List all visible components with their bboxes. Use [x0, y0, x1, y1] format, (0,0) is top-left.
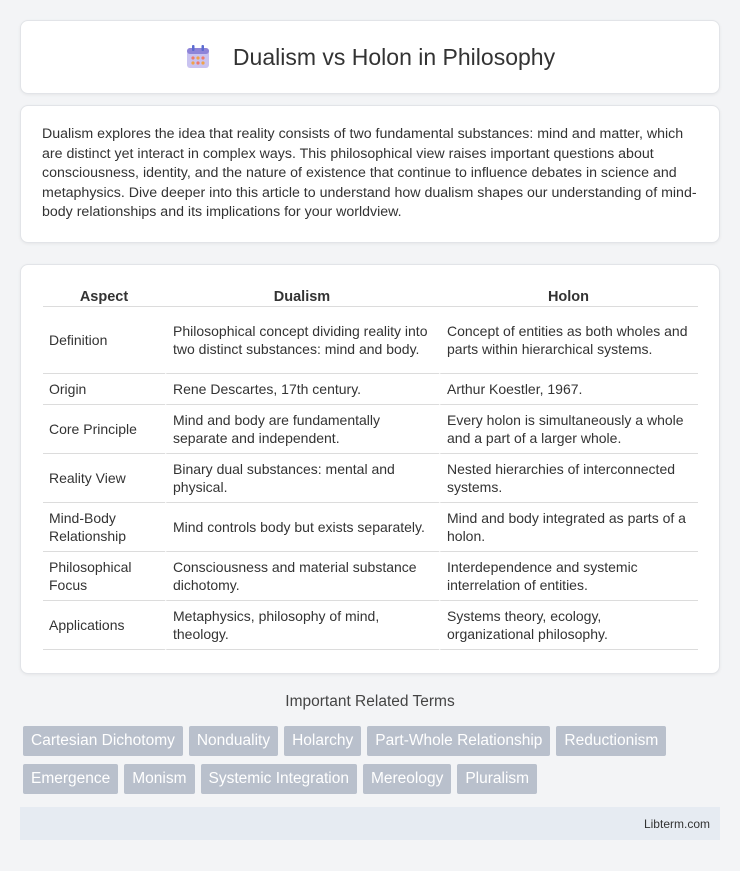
intro-text: Dualism explores the idea that reality consists of two fundamental substances: mind and matter, which are distinct yet interact in complex ways. This philosophical view raises important questions about consciousness, identity, and the nature of existence that continue to influence debates in science and metaphysics. Dive deeper into this article to understand how dualism shapes our understanding of mind-body relationships and its implications for your worldview.: [42, 126, 697, 220]
table-row: [43, 374, 698, 405]
comparison-table: [43, 285, 698, 650]
cell-holon: Concept of entities as both wholes and parts within hierarchical systems.: [439, 307, 698, 374]
cell-dualism: Rene Descartes, 17th century.: [165, 374, 439, 405]
table-row: [43, 405, 698, 454]
cell-holon: Systems theory, ecology, organizational philosophy.: [439, 601, 698, 650]
tag-part-whole-relationship[interactable]: Part-Whole Relationship: [367, 726, 550, 756]
cell-aspect: Mind-Body Relationship: [43, 503, 165, 552]
related-terms-title: Important Related Terms: [285, 693, 455, 710]
table-row: [43, 503, 698, 552]
table-row: [43, 307, 698, 374]
cell-aspect: Philosophical Focus: [43, 552, 165, 601]
table-row: [43, 454, 698, 503]
related-terms: [23, 726, 723, 802]
page-title: Dualism vs Holon in Philosophy: [232, 43, 556, 70]
cell-dualism: Mind controls body but exists separately.: [165, 503, 439, 552]
cell-dualism: Mind and body are fundamentally separate and independent.: [165, 405, 439, 454]
cell-holon: Interdependence and systemic interrelation of entities.: [439, 552, 698, 601]
cell-aspect: Applications: [43, 601, 165, 650]
header-holon: Holon: [439, 285, 698, 307]
tag-monism[interactable]: Monism: [124, 764, 194, 794]
cell-holon: Nested hierarchies of interconnected systems.: [439, 454, 698, 503]
cell-dualism: Binary dual substances: mental and physical.: [165, 454, 439, 503]
header-aspect: Aspect: [43, 285, 165, 307]
cell-dualism: Metaphysics, philosophy of mind, theology.: [165, 601, 439, 650]
cell-aspect: Origin: [43, 374, 165, 405]
table-header-row: [43, 285, 698, 307]
calendar-grid-icon: [185, 44, 211, 70]
tag-emergence[interactable]: Emergence: [23, 764, 118, 794]
title-card: [20, 20, 720, 94]
intro-card: [20, 105, 720, 243]
footer-site-link[interactable]: Libterm.com: [643, 816, 710, 831]
table-row: [43, 552, 698, 601]
cell-dualism: Philosophical concept dividing reality into two distinct substances: mind and body.: [165, 307, 439, 374]
tag-reductionism[interactable]: Reductionism: [556, 726, 666, 756]
header-dualism: Dualism: [165, 285, 439, 307]
tag-systemic-integration[interactable]: Systemic Integration: [201, 764, 357, 794]
cell-aspect: Definition: [43, 307, 165, 374]
tag-pluralism[interactable]: Pluralism: [457, 764, 537, 794]
table-row: [43, 601, 698, 650]
tag-row: [23, 764, 723, 794]
tag-mereology[interactable]: Mereology: [363, 764, 451, 794]
cell-aspect: Core Principle: [43, 405, 165, 454]
cell-aspect: Reality View: [43, 454, 165, 503]
cell-dualism: Consciousness and material substance dichotomy.: [165, 552, 439, 601]
cell-holon: Arthur Koestler, 1967.: [439, 374, 698, 405]
cell-holon: Mind and body integrated as parts of a holon.: [439, 503, 698, 552]
tag-holarchy[interactable]: Holarchy: [284, 726, 361, 756]
cell-holon: Every holon is simultaneously a whole and a part of a larger whole.: [439, 405, 698, 454]
footer: [20, 807, 720, 840]
tag-row: [23, 726, 723, 756]
comparison-card: [20, 264, 720, 674]
tag-cartesian-dichotomy[interactable]: Cartesian Dichotomy: [23, 726, 183, 756]
tag-nonduality[interactable]: Nonduality: [189, 726, 278, 756]
